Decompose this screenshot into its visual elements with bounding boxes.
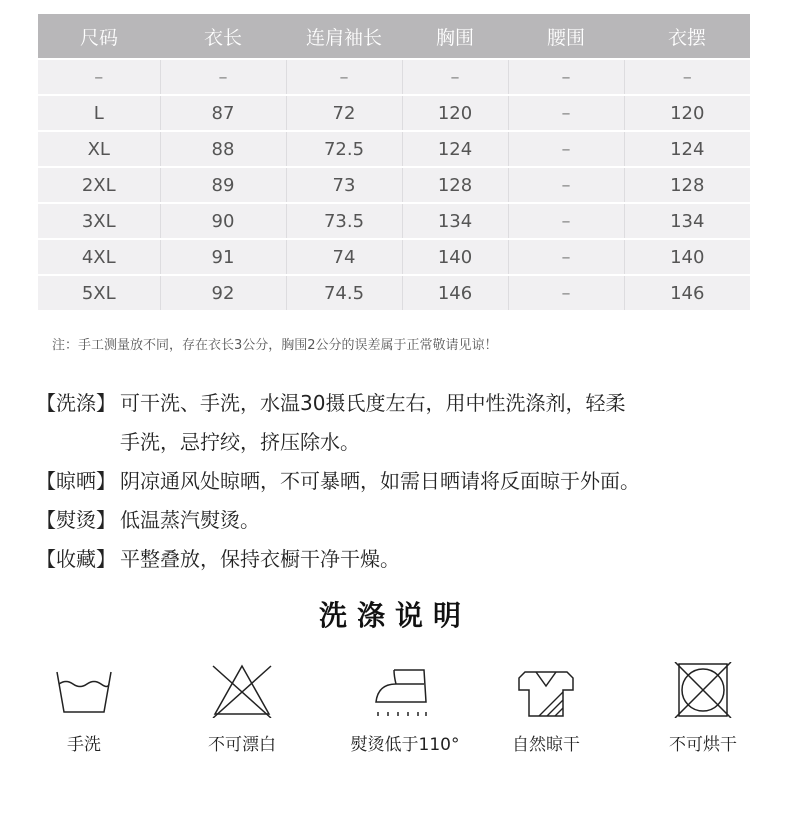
table-cell: – [508,59,624,95]
table-cell: 72.5 [286,131,402,167]
table-cell: 124 [624,131,750,167]
table-cell: – [508,167,624,203]
table-cell: 5XL [38,275,160,311]
table-cell: 140 [624,239,750,275]
table-cell: – [508,131,624,167]
table-row [38,203,750,239]
table-row [38,275,750,311]
table-cell: 73.5 [286,203,402,239]
header-sleeve: 连肩袖长 [286,14,402,59]
wash-icon-item-no-bleach [177,662,307,755]
table-cell: 90 [160,203,286,239]
table-row [38,239,750,275]
table-cell: – [624,59,750,95]
care-store-text: 平整叠放，保持衣橱干净干燥。 [120,547,400,571]
care-dry-row [36,462,756,501]
hand-wash-icon [49,662,119,718]
table-cell: 146 [402,275,508,311]
no-tumble-dry-label: 不可烘干 [669,735,737,755]
table-row [38,95,750,131]
iron-label: 熨烫低于110° [350,735,460,755]
table-cell: 120 [624,95,750,131]
care-iron-row [36,501,756,540]
table-cell: – [508,95,624,131]
header-chest: 胸围 [402,14,508,59]
wash-icon-item-hand-wash [19,662,149,755]
iron-icon [370,662,440,718]
header-waist: 腰围 [508,14,624,59]
care-dry-label: 【晾晒】 [36,469,116,493]
table-cell: XL [38,131,160,167]
wash-instructions-title: 洗涤说明 [318,599,471,632]
table-cell: 4XL [38,239,160,275]
table-cell: – [160,59,286,95]
table-cell: 72 [286,95,402,131]
care-dry-text: 阴凉通风处晾晒，不可暴晒，如需日晒请将反面晾于外面。 [120,469,640,493]
table-cell: 124 [402,131,508,167]
table-cell: – [508,203,624,239]
table-cell: 74 [286,239,402,275]
care-instructions [36,384,756,579]
size-table-container [38,14,750,312]
measurement-note: 注：手工测量放不同，存在衣长3公分，胸围2公分的误差属于正常敬请见谅！ [52,338,498,353]
table-cell: 92 [160,275,286,311]
table-cell: 74.5 [286,275,402,311]
table-cell: L [38,95,160,131]
table-cell: 134 [402,203,508,239]
wash-icon-item-no-tumble-dry [638,662,768,755]
care-store-label: 【收藏】 [36,547,116,571]
table-cell: – [402,59,508,95]
no-bleach-icon [207,662,277,718]
table-cell: 88 [160,131,286,167]
table-cell: 120 [402,95,508,131]
table-row [38,59,750,95]
header-size: 尺码 [38,14,160,59]
care-wash-continuation: 手洗，忌拧绞，挤压除水。 [120,430,360,454]
care-iron-text: 低温蒸汽熨烫。 [120,508,260,532]
table-cell: 146 [624,275,750,311]
table-cell: 87 [160,95,286,131]
hand-wash-label: 手洗 [67,735,101,755]
table-row [38,167,750,203]
size-table-header-row [38,14,750,59]
table-cell: – [286,59,402,95]
table-cell: 3XL [38,203,160,239]
table-cell: 73 [286,167,402,203]
table-cell: 140 [402,239,508,275]
table-cell: 128 [624,167,750,203]
wash-icon-item-dry-in-shade [481,662,611,755]
care-store-row [36,540,756,579]
care-wash-row [36,384,756,423]
table-cell: 91 [160,239,286,275]
no-tumble-dry-icon [668,662,738,718]
table-cell: – [38,59,160,95]
wash-icon-item-iron [340,662,470,755]
care-wash-label: 【洗涤】 [36,391,116,415]
table-cell: 128 [402,167,508,203]
table-row [38,131,750,167]
header-length: 衣长 [160,14,286,59]
table-cell: 2XL [38,167,160,203]
header-hem: 衣摆 [624,14,750,59]
care-wash-text: 可干洗、手洗，水温30摄氏度左右，用中性洗涤剂，轻柔 [120,391,626,415]
dry-in-shade-icon [511,662,581,718]
table-cell: – [508,239,624,275]
table-cell: 134 [624,203,750,239]
size-table [38,14,750,312]
care-iron-label: 【熨烫】 [36,508,116,532]
table-cell: 89 [160,167,286,203]
dry-in-shade-label: 自然晾干 [512,735,580,755]
wash-icons-row [0,662,790,782]
no-bleach-label: 不可漂白 [208,735,276,755]
table-cell: – [508,275,624,311]
